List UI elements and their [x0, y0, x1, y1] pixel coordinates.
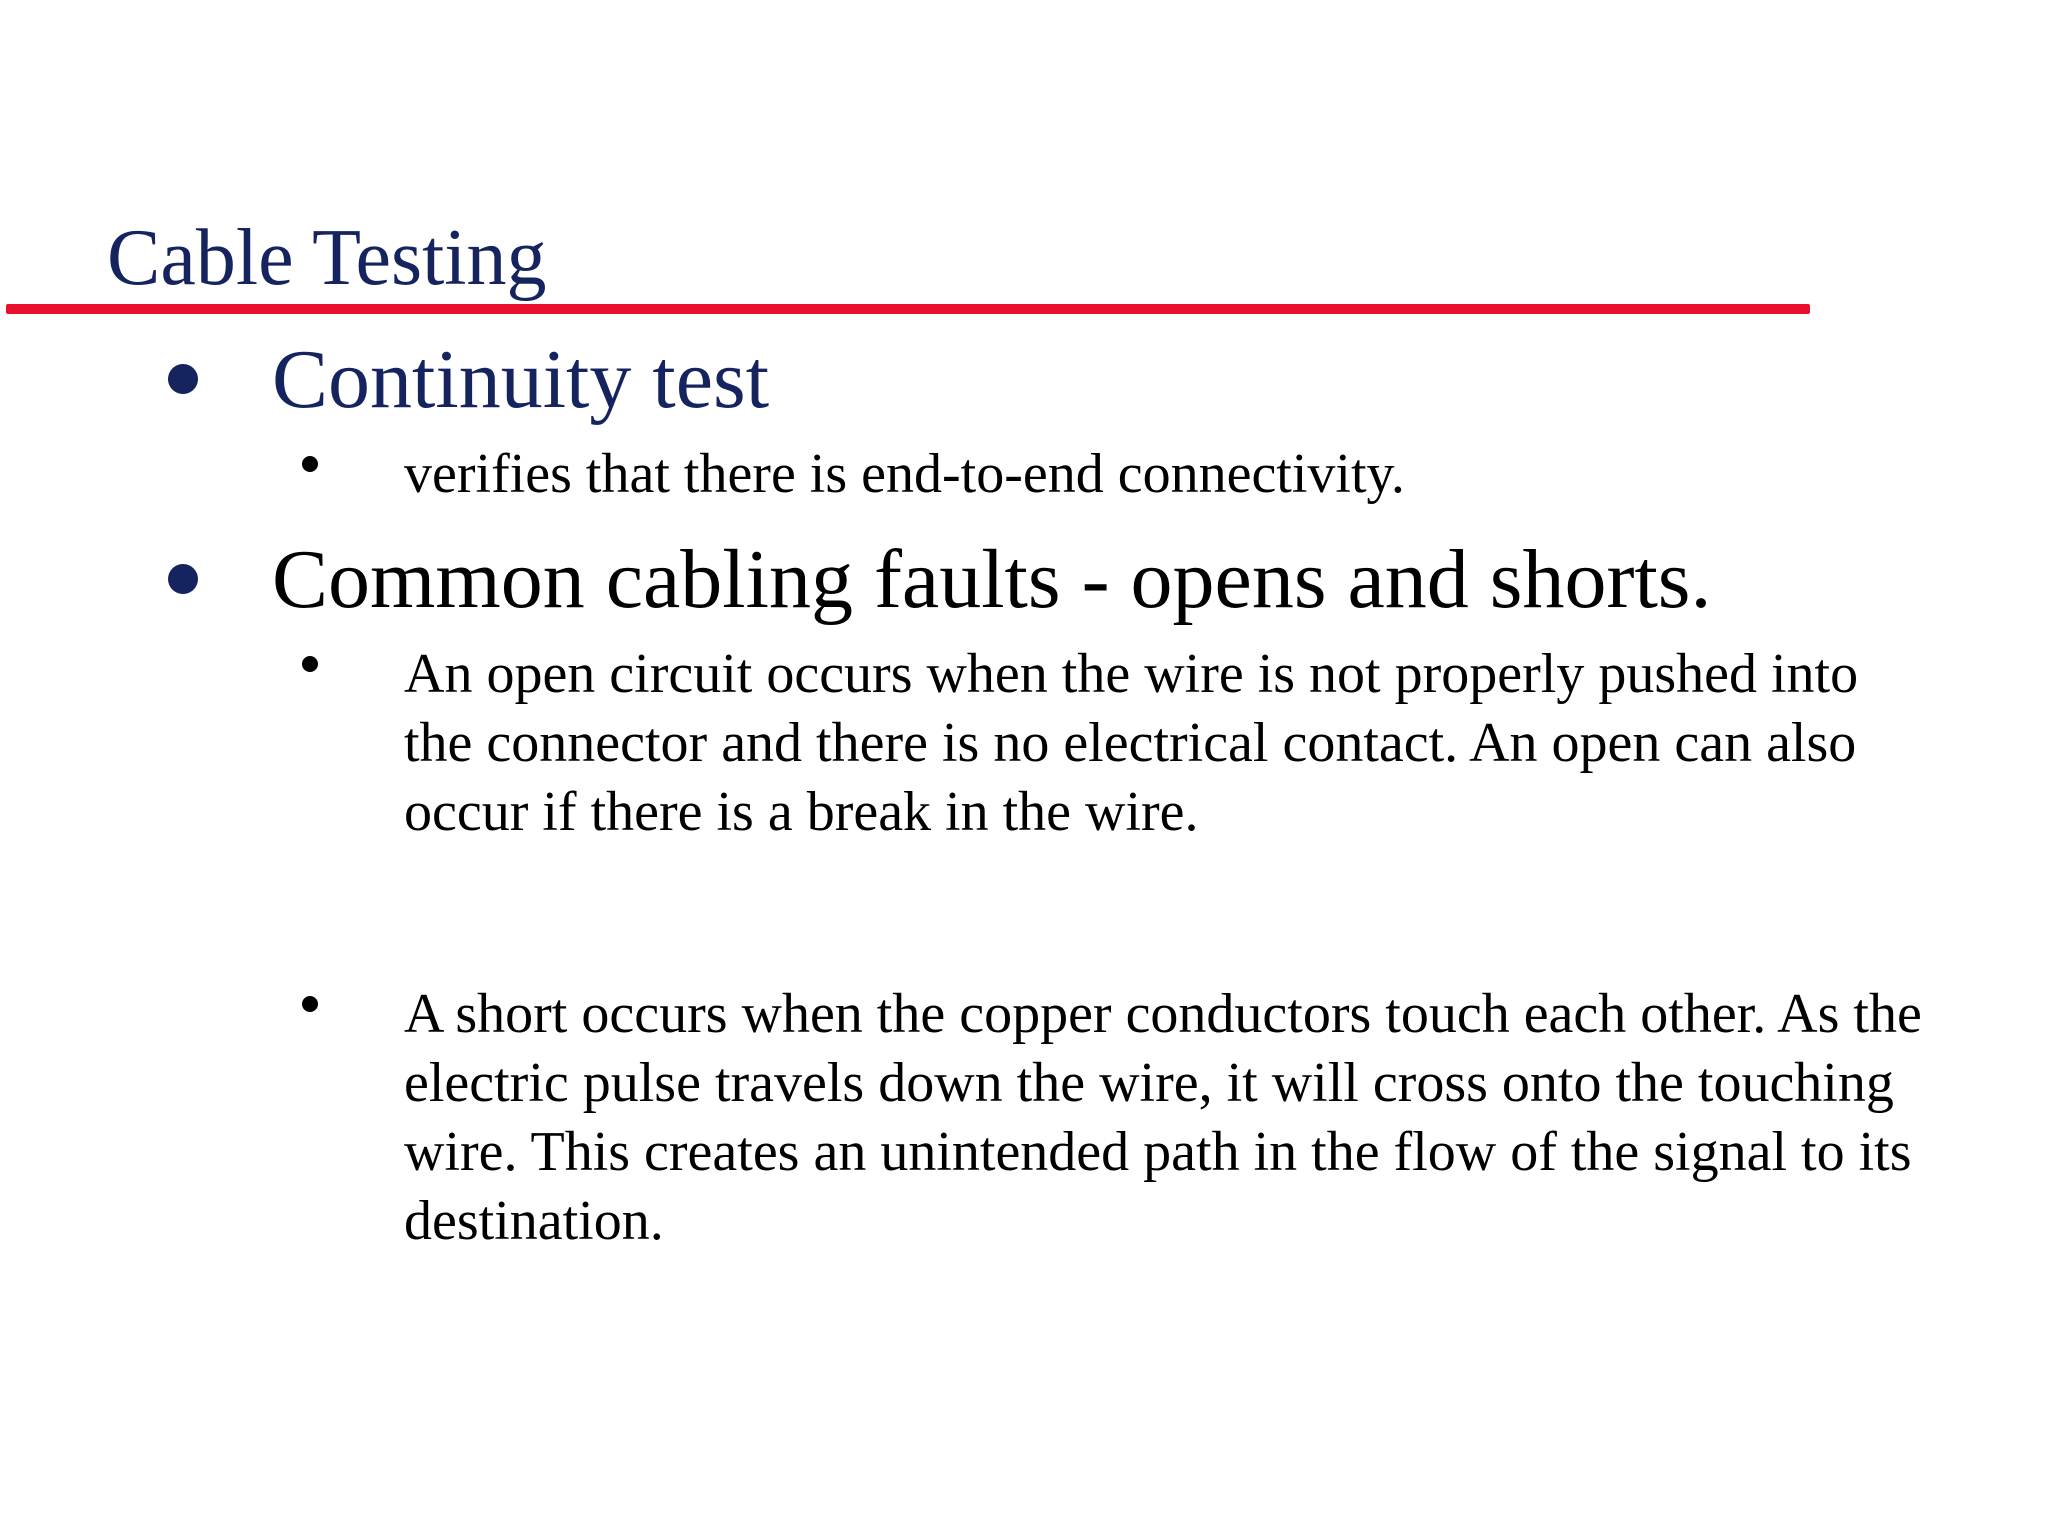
sub-bullet-text: An open circuit occurs when the wire is not properly pushed into the connector and there is no electrical contact. An open can also occur if there is a break in the wire.: [404, 643, 1859, 843]
bullet-dot-icon: [168, 564, 198, 594]
bullet-heading: Continuity test: [272, 333, 770, 426]
title-underline: [6, 304, 1810, 314]
sub-bullet-dot-icon: [302, 456, 318, 472]
sub-bullet-text: A short occurs when the copper conductors touch each other. As the electric pulse travels down the wire, it will cross onto the touching wire. This creates an unintended path in the flow of the signal to its destination.: [404, 983, 1922, 1252]
bullet-dot-icon: [168, 364, 198, 394]
bullet-heading: Common cabling faults - opens and shorts.: [272, 533, 1712, 626]
sub-bullet-dot-icon: [302, 656, 318, 672]
slide-title: Cable Testing: [107, 214, 547, 302]
sub-bullet-dot-icon: [302, 996, 318, 1012]
sub-bullet-text: verifies that there is end-to-end connectivity.: [404, 443, 1405, 505]
